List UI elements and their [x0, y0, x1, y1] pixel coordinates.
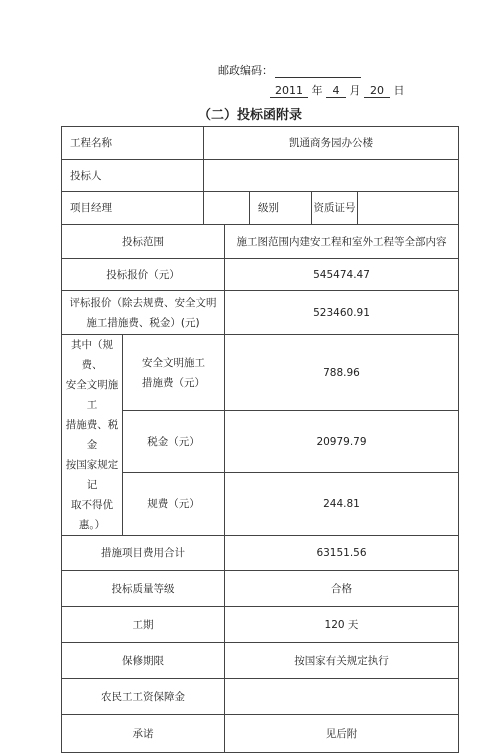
among-label-line-1: 其中（规费、	[71, 339, 113, 371]
table-row	[62, 643, 459, 679]
tax-value: 20979.79	[225, 411, 459, 472]
postcode-line	[218, 62, 361, 78]
date-month-unit: 月	[349, 84, 361, 97]
safety-fee-label-line-1: 安全文明施工	[142, 356, 205, 369]
eval-price-value: 523460.91	[225, 291, 459, 335]
table-row	[62, 679, 459, 715]
table-row	[62, 160, 459, 192]
quality-value: 合格	[225, 571, 459, 607]
bid-price-label: 投标报价（元）	[62, 259, 225, 291]
measures-total-value: 63151.56	[225, 536, 459, 571]
date-year-unit: 年	[311, 84, 323, 97]
bidder-value	[204, 160, 459, 192]
table-row	[62, 259, 459, 291]
project-name-value: 凯通商务园办公楼	[204, 127, 459, 160]
scope-value: 施工图范围内建安工程和室外工程等全部内容	[225, 225, 459, 259]
table-row	[62, 291, 459, 335]
cert-value	[358, 192, 459, 225]
page-title: （二）投标函附录	[197, 108, 302, 123]
measures-total-label: 措施项目费用合计	[62, 536, 225, 571]
date-month: 4	[326, 84, 346, 98]
safety-fee-value: 788.96	[225, 335, 459, 411]
postcode-blank	[275, 65, 361, 78]
among-label-line-5: 取不得优惠。）	[71, 499, 113, 531]
period-label: 工期	[62, 607, 225, 643]
eval-price-label-line-2: 施工措施费、税金）(元)	[86, 316, 200, 329]
date-day: 20	[364, 84, 390, 98]
level-label: 级别	[250, 192, 312, 225]
table-row	[62, 225, 459, 259]
table-row	[62, 192, 459, 225]
project-name-label: 工程名称	[62, 127, 204, 160]
among-label-line-3: 措施费、税金	[65, 419, 119, 451]
wage-label: 农民工工资保障金	[62, 679, 225, 715]
warranty-label: 保修期限	[62, 643, 225, 679]
tax-label: 税金（元）	[123, 411, 225, 472]
safety-fee-label	[123, 335, 225, 411]
fee-value: 244.81	[225, 472, 459, 535]
manager-value	[204, 192, 250, 225]
date-line	[270, 82, 405, 98]
date-day-unit: 日	[393, 84, 405, 97]
cert-label: 资质证号	[312, 192, 358, 225]
quality-label: 投标质量等级	[62, 571, 225, 607]
among-label-line-4: 按国家规定记	[65, 459, 119, 491]
among-label-line-2: 安全文明施工	[65, 379, 119, 411]
eval-price-label	[62, 291, 225, 335]
scope-label: 投标范围	[62, 225, 225, 259]
table-row	[62, 335, 459, 411]
table-row	[62, 715, 459, 753]
warranty-value: 按国家有关规定执行	[225, 643, 459, 679]
table-row	[62, 127, 459, 160]
wage-value	[225, 679, 459, 715]
period-value: 120 天	[225, 607, 459, 643]
among-label	[62, 335, 123, 536]
manager-label: 项目经理	[62, 192, 204, 225]
table-row	[62, 536, 459, 571]
table-row	[62, 571, 459, 607]
safety-fee-label-line-2: 措施费（元）	[142, 376, 205, 389]
eval-price-label-line-1: 评标报价（除去规费、安全文明	[69, 296, 217, 309]
postcode-label: 邮政编码：	[218, 64, 273, 77]
promise-value: 见后附	[225, 715, 459, 753]
fee-label: 规费（元）	[123, 472, 225, 535]
table-row	[62, 607, 459, 643]
bidder-label: 投标人	[62, 160, 204, 192]
promise-label: 承诺	[62, 715, 225, 753]
date-year: 2011	[270, 84, 308, 98]
bid-appendix-table	[61, 126, 459, 753]
bid-price-value: 545474.47	[225, 259, 459, 291]
